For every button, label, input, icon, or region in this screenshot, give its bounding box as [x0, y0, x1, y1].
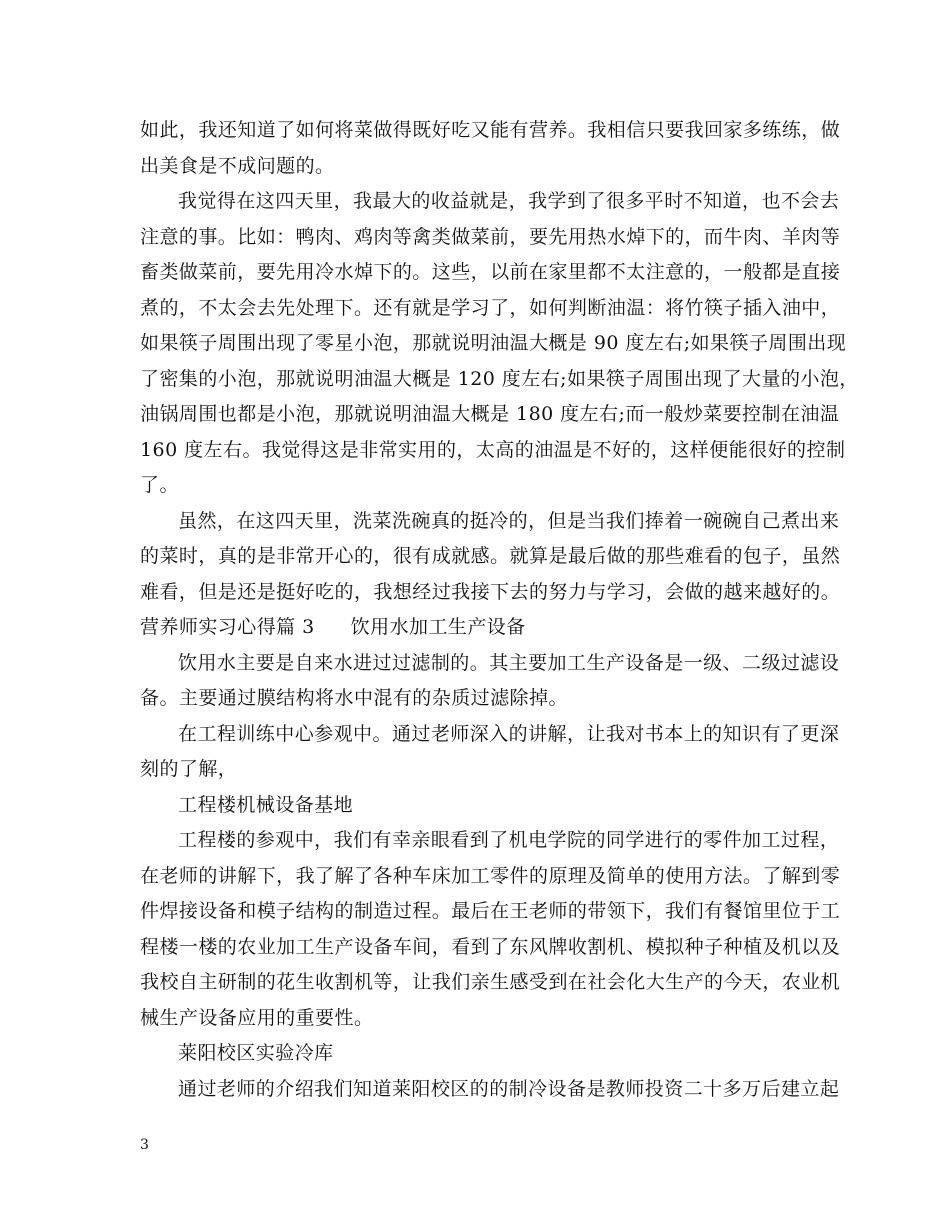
text-line: 在工程训练中心参观中。通过老师深入的讲解，让我对书本上的知识有了更深	[178, 722, 840, 745]
text-line: 工程楼的参观中，我们有幸亲眼看到了机电学院的同学进行的零件加工过程，	[178, 829, 840, 851]
text-line: 我觉得在这四天里，我最大的收益就是，我学到了很多平时不知道，也不会去	[178, 190, 840, 212]
text-line: 的菜时，真的是非常开心的，很有成就感。就算是最后做的那些难看的包子，虽然	[140, 545, 841, 567]
section-subheading: 饮用水加工生产设备	[350, 616, 526, 638]
text-line: 出美食是不成问题的。	[140, 154, 335, 177]
text-line: 煮的，不太会去先处理下。还有就是学习了，如何判断油温：将竹筷子插入油中，	[140, 296, 841, 319]
page-number: 3	[140, 1137, 149, 1153]
text-line: 难看，但是还是挺好吃的，我想经过我接下去的努力与学习，会做的越来越好的。	[140, 580, 841, 603]
text-line: 备。主要通过膜结构将水中混有的杂质过滤除掉。	[140, 687, 568, 709]
text-line: 了密集的小泡，那就说明油温大概是 120 度左右;如果筷子周围出现了大量的小泡，	[140, 367, 859, 390]
text-line: 件焊接设备和模子结构的制造过程。最后在王老师的带领下，我们有餐馆里位于工	[140, 900, 841, 922]
text-line: 我校自主研制的花生收割机等，让我们亲生感受到在社会化大生产的今天，农业机	[140, 971, 841, 993]
text-line: 械生产设备应用的重要性。	[140, 1006, 374, 1029]
text-line: 如此，我还知道了如何将菜做得既好吃又能有营养。我相信只要我回家多练练，做	[140, 119, 841, 141]
text-line: 如果筷子周围出现了零星小泡，那就说明油温大概是 90 度左右;如果筷子周围出现	[140, 332, 847, 354]
text-line: 160 度左右。我觉得这是非常实用的，太高的油温是不好的，这样便能很好的控制	[140, 438, 846, 461]
text-line: 在老师的讲解下，我了解了各种车床加工零件的原理及简单的使用方法。了解到零	[140, 864, 841, 887]
section-heading-line	[140, 610, 820, 646]
text-line: 油锅周围也都是小泡，那就说明油温大概是 180 度左右;而一般炒菜要控制在油温	[140, 403, 840, 425]
text-line: 通过老师的介绍我们知道莱阳校区的的制冷设备是教师投资二十多万后建立起	[178, 1077, 840, 1100]
text-line: 饮用水主要是自来水进过过滤制的。其主要加工生产设备是一级、二级过滤设	[178, 651, 840, 674]
document-body	[140, 113, 859, 1107]
section-heading: 营养师实习心得篇 3	[140, 616, 315, 638]
text-line: 虽然，在这四天里，洗菜洗碗真的挺冷的，但是当我们捧着一碗碗自己煮出来	[178, 509, 840, 532]
subheading-line: 工程楼机械设备基地	[178, 793, 354, 816]
text-line: 注意的事。比如：鸭肉、鸡肉等禽类做菜前，要先用热水焯下的，而牛肉、羊肉等	[140, 225, 841, 248]
text-line: 了。	[140, 474, 179, 496]
text-line: 刻的了解，	[140, 758, 238, 780]
text-line: 程楼一楼的农业加工生产设备车间，看到了东风牌收割机、模拟种子种植及机以及	[140, 935, 841, 958]
text-line: 畜类做菜前，要先用冷水焯下的。这些，以前在家里都不太注意的，一般都是直接	[140, 261, 841, 283]
subheading-line: 莱阳校区实验冷库	[178, 1042, 334, 1064]
